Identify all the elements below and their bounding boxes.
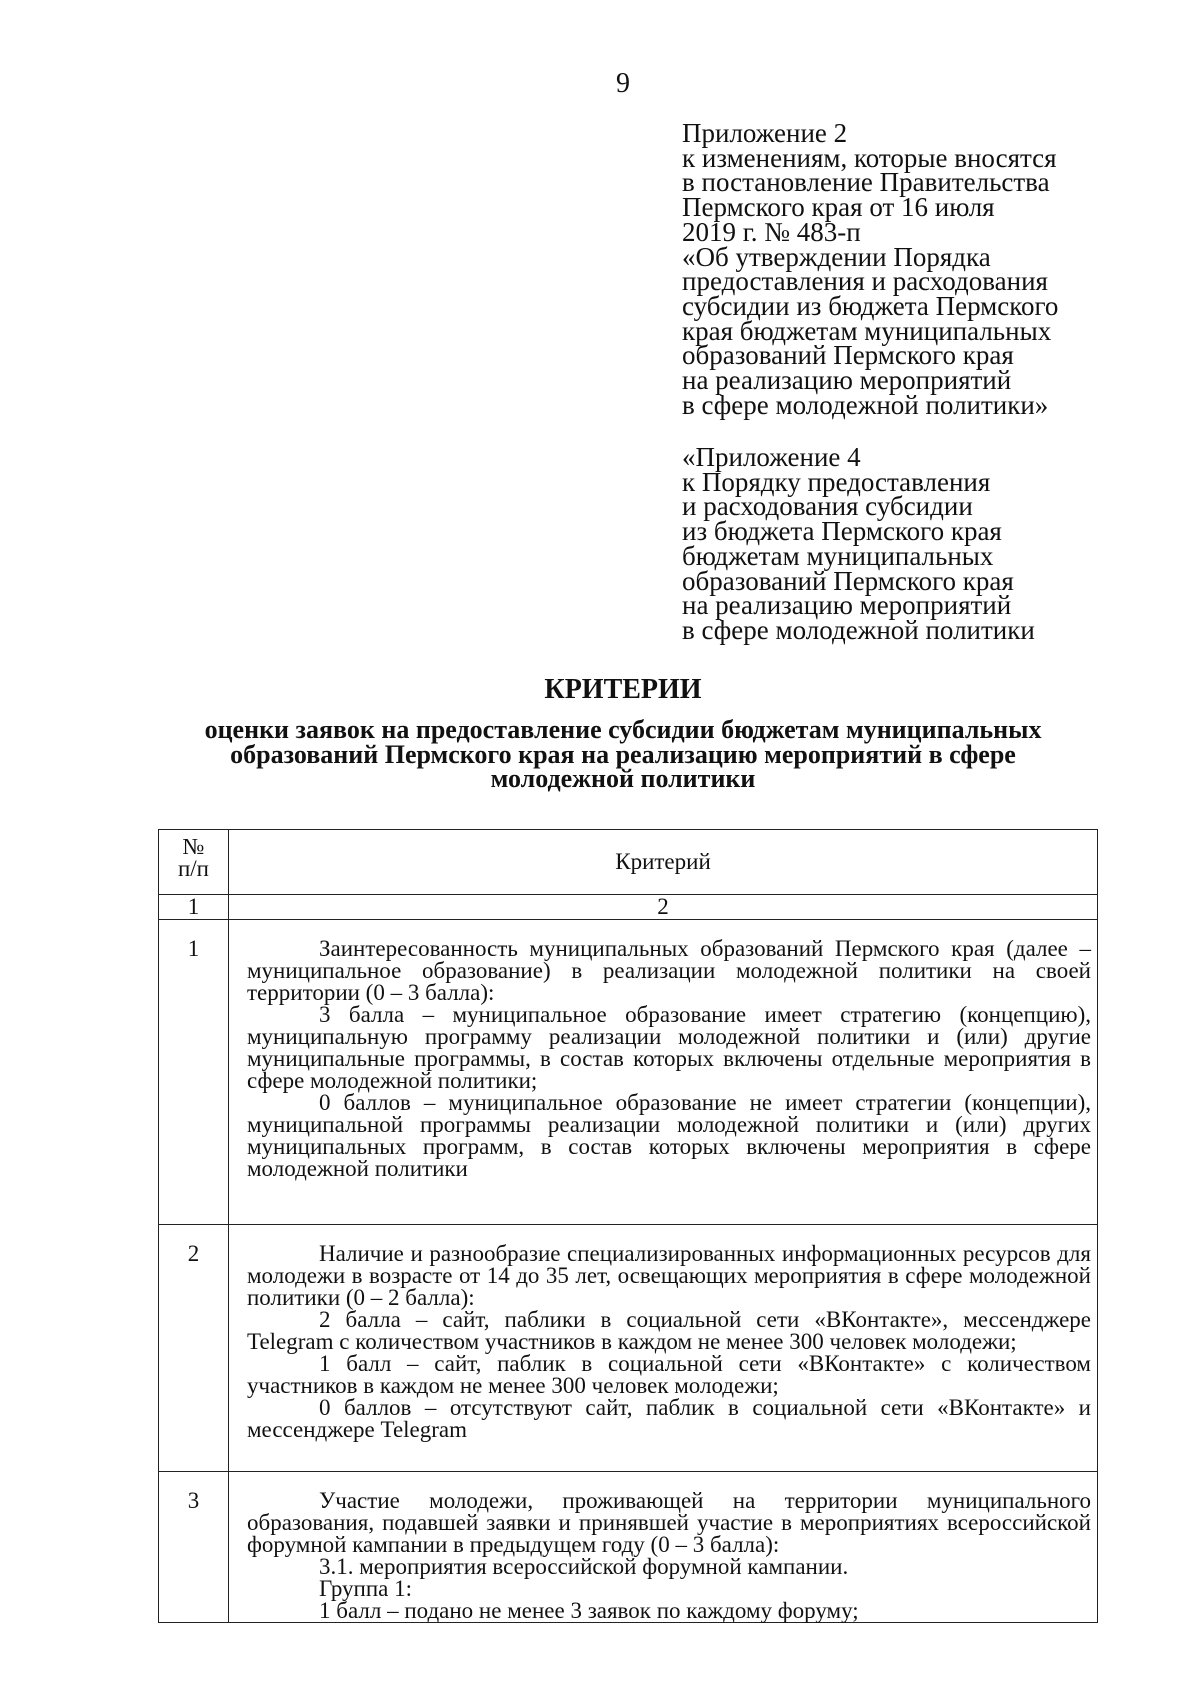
row-number: 3 xyxy=(159,1472,229,1623)
table-row xyxy=(159,920,1098,1225)
index-cell: 2 xyxy=(229,895,1098,920)
appendix-line: субсидии из бюджета Пермского xyxy=(682,290,1059,321)
appendix-line: «Об утверждении Порядка xyxy=(682,241,991,272)
appendix-line: и расходования субсидии xyxy=(682,491,973,522)
table-header-row xyxy=(159,830,1098,895)
criterion-paragraph: 3.1. мероприятия всероссийской форумной кампании. xyxy=(319,1554,849,1579)
subtitle-line: образований Пермского края на реализацию мероприятий в сфере xyxy=(230,739,1016,769)
criteria-table xyxy=(158,829,1098,1623)
appendix-line: края бюджетам муниципальных xyxy=(682,315,1052,346)
criterion-paragraph: 1 балл – сайт, паблик в социальной сети «ВКонтакте» с количеством участников в каждом не менее 300 человек молодежи; xyxy=(247,1351,1091,1398)
header-criterion: Критерий xyxy=(229,830,1098,895)
appendix-line: в постановление Правительства xyxy=(682,167,1050,198)
criterion-paragraph: 2 балла – сайт, паблики в социальной сети «ВКонтакте», мессенджере Telegram с количеством участников в каждом не менее 300 человек молодежи; xyxy=(247,1307,1091,1354)
appendix-line: из бюджета Пермского края xyxy=(682,516,1002,547)
table-index-row xyxy=(159,895,1098,920)
criterion-cell xyxy=(229,1472,1098,1623)
criterion-paragraph: 1 балл – подано не менее 3 заявок по каждому форуму; xyxy=(319,1598,859,1623)
appendix-4-header xyxy=(682,442,1102,645)
criterion-paragraph: Заинтересованность муниципальных образований Пермского края (далее – муниципальное образование) в реализации молодежной политики на своей территории (0 – 3 балла): xyxy=(247,936,1091,1005)
row-number: 2 xyxy=(159,1225,229,1472)
appendix-line: предоставления и расходования xyxy=(682,266,1048,297)
subtitle-line: оценки заявок на предоставление субсидии бюджетам муниципальных xyxy=(204,715,1042,744)
criterion-paragraph: Участие молодежи, проживающей на территории муниципального образования, подавшей заявки и принявшей участие в мероприятиях всероссийской форумной кампании в предыдущем году (0 – 3 балла): xyxy=(247,1488,1091,1557)
criterion-paragraph: Группа 1: xyxy=(319,1576,413,1601)
appendix-line: к Порядку предоставления xyxy=(682,466,991,497)
index-cell: 1 xyxy=(159,895,229,920)
criterion-paragraph: 0 баллов – отсутствуют сайт, паблик в социальной сети «ВКонтакте» и мессенджере Telegram xyxy=(247,1395,1091,1442)
header-number-abbr: п/п xyxy=(177,856,209,881)
page-number: 9 xyxy=(616,68,630,99)
row-number: 1 xyxy=(159,920,229,1225)
table-row xyxy=(159,1472,1098,1623)
appendix-line: образований Пермского края xyxy=(682,340,1014,371)
criterion-paragraph: 3 балла – муниципальное образование имеет стратегию (концепцию), муниципальную программу реализации молодежной политики и (или) другие муниципальные программы, в состав которых включены отдельные мероприятия в сфере молодежной политики; xyxy=(247,1002,1091,1093)
appendix-line: на реализацию мероприятий xyxy=(682,365,1012,396)
criterion-cell xyxy=(229,1225,1098,1472)
appendix-line: 2019 г. № 483-п xyxy=(682,216,861,247)
appendix-line: в сфере молодежной политики» xyxy=(682,389,1049,420)
subtitle-line: молодежной политики xyxy=(490,764,756,793)
document-subtitle xyxy=(160,715,1086,793)
criterion-paragraph: Наличие и разнообразие специализированных информационных ресурсов для молодежи в возрасте от 14 до 35 лет, освещающих мероприятия в сфере молодежной политики (0 – 2 балла): xyxy=(247,1241,1091,1310)
header-number-sign: № xyxy=(182,834,205,859)
appendix-2-header xyxy=(682,118,1102,420)
criterion-cell xyxy=(229,920,1098,1225)
appendix-line: в сфере молодежной политики xyxy=(682,614,1035,645)
appendix-line: образований Пермского края xyxy=(682,565,1014,596)
appendix-line: на реализацию мероприятий xyxy=(682,590,1012,621)
appendix-line: бюджетам муниципальных xyxy=(682,540,994,571)
appendix-line: «Приложение 4 xyxy=(682,442,861,472)
document-title: КРИТЕРИИ xyxy=(544,674,702,705)
appendix-line: к изменениям, которые вносятся xyxy=(682,142,1057,173)
appendix-line: Пермского края от 16 июля xyxy=(682,192,995,223)
table-row xyxy=(159,1225,1098,1472)
appendix-line: Приложение 2 xyxy=(682,118,848,148)
criterion-paragraph: 0 баллов – муниципальное образование не имеет стратегии (концепции), муниципальной программы реализации молодежной политики и (или) других муниципальных программ, в состав которых включены мероприятия в сфере молодежной политики xyxy=(247,1090,1091,1181)
header-number xyxy=(159,830,229,895)
